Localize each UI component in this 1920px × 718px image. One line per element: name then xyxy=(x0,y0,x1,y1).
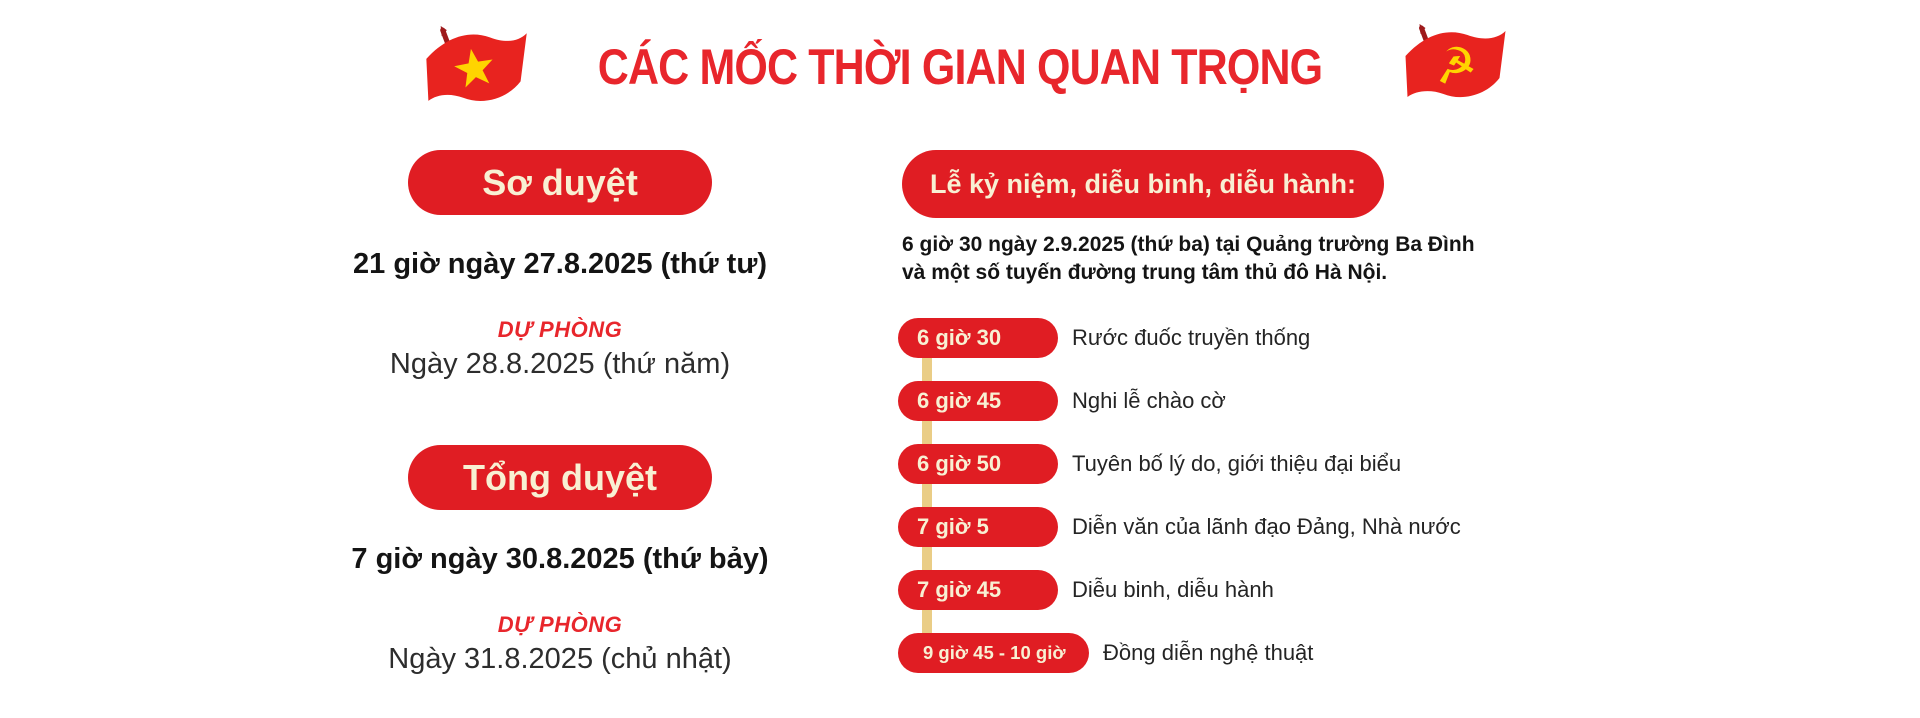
ceremony-timeline xyxy=(898,318,1461,696)
timeline-time-pill: 9 giờ 45 - 10 giờ xyxy=(898,633,1089,673)
timeline-row xyxy=(898,318,1461,358)
timeline-event-label: Đồng diễn nghệ thuật xyxy=(1103,640,1314,665)
timeline-event-label: Tuyên bố lý do, giới thiệu đại biểu xyxy=(1072,451,1402,476)
timeline-time-pill: 6 giờ 50 xyxy=(898,444,1058,484)
page-title: CÁC MỐC THỜI GIAN QUAN TRỌNG xyxy=(597,39,1323,95)
timeline-row xyxy=(898,633,1461,673)
tong-duyet-reserve-date: Ngày 31.8.2025 (chủ nhật) xyxy=(388,643,732,675)
so-duyet-pill-label: Sơ duyệt xyxy=(482,162,638,203)
timeline-time-pill: 7 giờ 45 xyxy=(898,570,1058,610)
ceremony-intro-line2: và một số tuyến đường trung tâm thủ đô Hà Nội. xyxy=(902,261,1388,284)
timeline-event-label: Diễn văn của lãnh đạo Đảng, Nhà nước xyxy=(1072,514,1461,539)
so-duyet-date: 21 giờ ngày 27.8.2025 (thứ tư) xyxy=(353,248,767,280)
svg-text:☭: ☭ xyxy=(1430,35,1481,97)
tong-duyet-pill-label: Tổng duyệt xyxy=(463,457,657,498)
timeline-time-pill: 6 giờ 30 xyxy=(898,318,1058,358)
so-duyet-reserve-date: Ngày 28.8.2025 (thứ năm) xyxy=(389,348,731,380)
timeline-event-label: Rước đuốc truyền thống xyxy=(1072,325,1311,350)
ceremony-header-label: Lễ kỷ niệm, diễu binh, diễu hành: xyxy=(929,169,1357,199)
communist-party-flag-icon xyxy=(1396,20,1514,104)
timeline-row xyxy=(898,444,1461,484)
timeline-event-label: Diễu binh, diễu hành xyxy=(1072,577,1274,602)
so-duyet-pill xyxy=(408,150,712,215)
rehearsal-section xyxy=(290,150,830,383)
ceremony-header-pill xyxy=(902,150,1384,218)
timeline-event-label: Nghi lễ chào cờ xyxy=(1072,388,1226,413)
timeline-time-pill: 7 giờ 5 xyxy=(898,507,1058,547)
final-rehearsal-section xyxy=(290,445,830,678)
timeline-row xyxy=(898,570,1461,610)
so-duyet-reserve-label: DỰ PHÒNG xyxy=(497,317,623,342)
vietnam-flag-icon xyxy=(416,24,534,108)
ceremony-intro-line1: 6 giờ 30 ngày 2.9.2025 (thứ ba) tại Quảng trường Ba Đình xyxy=(902,233,1475,256)
timeline-row xyxy=(898,507,1461,547)
ceremony-intro-text xyxy=(902,231,1562,287)
tong-duyet-pill xyxy=(408,445,712,510)
timeline-row xyxy=(898,381,1461,421)
timeline-time-pill: 6 giờ 45 xyxy=(898,381,1058,421)
tong-duyet-date: 7 giờ ngày 30.8.2025 (thứ bảy) xyxy=(351,543,769,575)
tong-duyet-reserve-label: DỰ PHÒNG xyxy=(497,612,623,637)
